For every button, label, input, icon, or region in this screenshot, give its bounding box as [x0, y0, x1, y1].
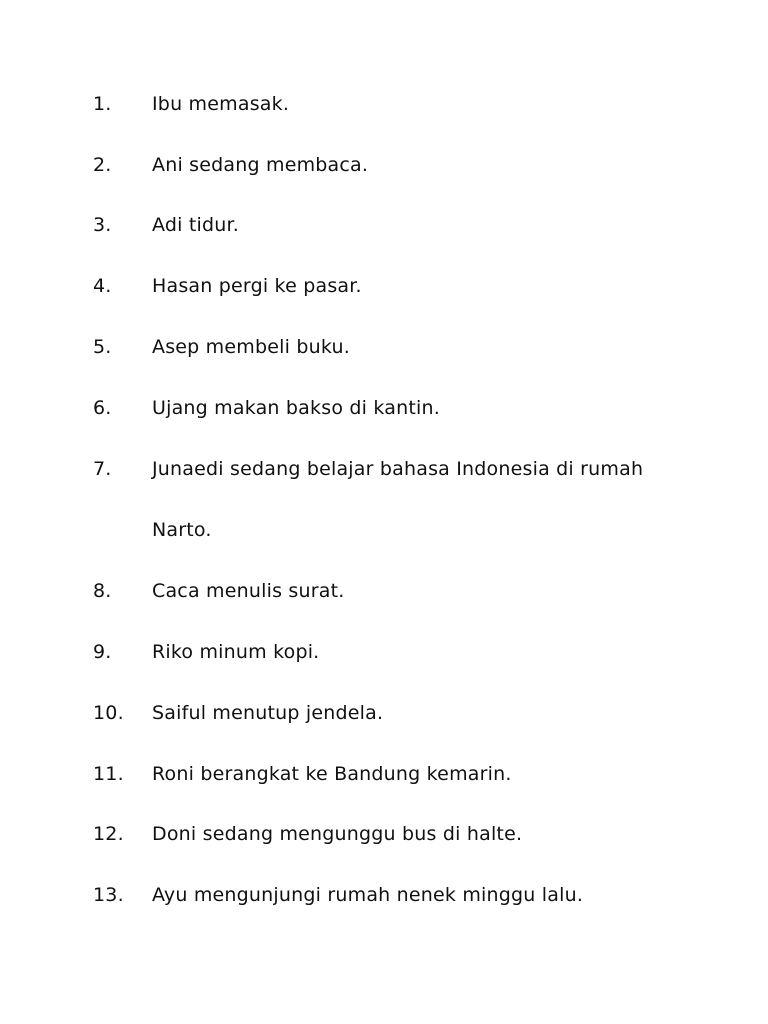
list-item: [0, 455, 768, 483]
item-number: 9.: [93, 641, 112, 663]
list-item: [0, 272, 768, 300]
item-text: Caca menulis surat.: [152, 580, 345, 602]
item-number: 13.: [93, 884, 124, 906]
item-number: 7.: [93, 458, 112, 480]
item-text-continuation: Narto.: [152, 519, 212, 541]
item-text: Doni sedang mengunggu bus di halte.: [152, 823, 523, 845]
list-item: [0, 394, 768, 422]
item-text: Ani sedang membaca.: [152, 154, 369, 176]
item-number: 8.: [93, 580, 112, 602]
list-item: [0, 577, 768, 605]
item-number: 1.: [93, 93, 112, 115]
item-number: 11.: [93, 763, 124, 785]
list-item: [0, 90, 768, 118]
list-item: [0, 151, 768, 179]
item-text: Junaedi sedang belajar bahasa Indonesia di rumah: [152, 458, 644, 480]
item-number: 10.: [93, 702, 124, 724]
item-text: Ujang makan bakso di kantin.: [152, 397, 440, 419]
list-item: [0, 820, 768, 848]
item-text: Hasan pergi ke pasar.: [152, 275, 362, 297]
item-number: 4.: [93, 275, 112, 297]
item-text: Roni berangkat ke Bandung kemarin.: [152, 763, 512, 785]
item-number: 5.: [93, 336, 112, 358]
item-text: Riko minum kopi.: [152, 641, 320, 663]
item-number: 12.: [93, 823, 124, 845]
item-number: 2.: [93, 154, 112, 176]
item-text: Adi tidur.: [152, 214, 239, 236]
list-item: [0, 699, 768, 727]
item-text: Ibu memasak.: [152, 93, 290, 115]
item-number: 6.: [93, 397, 112, 419]
list-item: [0, 881, 768, 909]
item-text: Asep membeli buku.: [152, 336, 350, 358]
list-item: [0, 638, 768, 666]
list-item: [0, 333, 768, 361]
list-item: [0, 211, 768, 239]
item-number: 3.: [93, 214, 112, 236]
list-item: [0, 760, 768, 788]
item-text: Ayu mengunjungi rumah nenek minggu lalu.: [152, 884, 584, 906]
item-text: Saiful menutup jendela.: [152, 702, 384, 724]
